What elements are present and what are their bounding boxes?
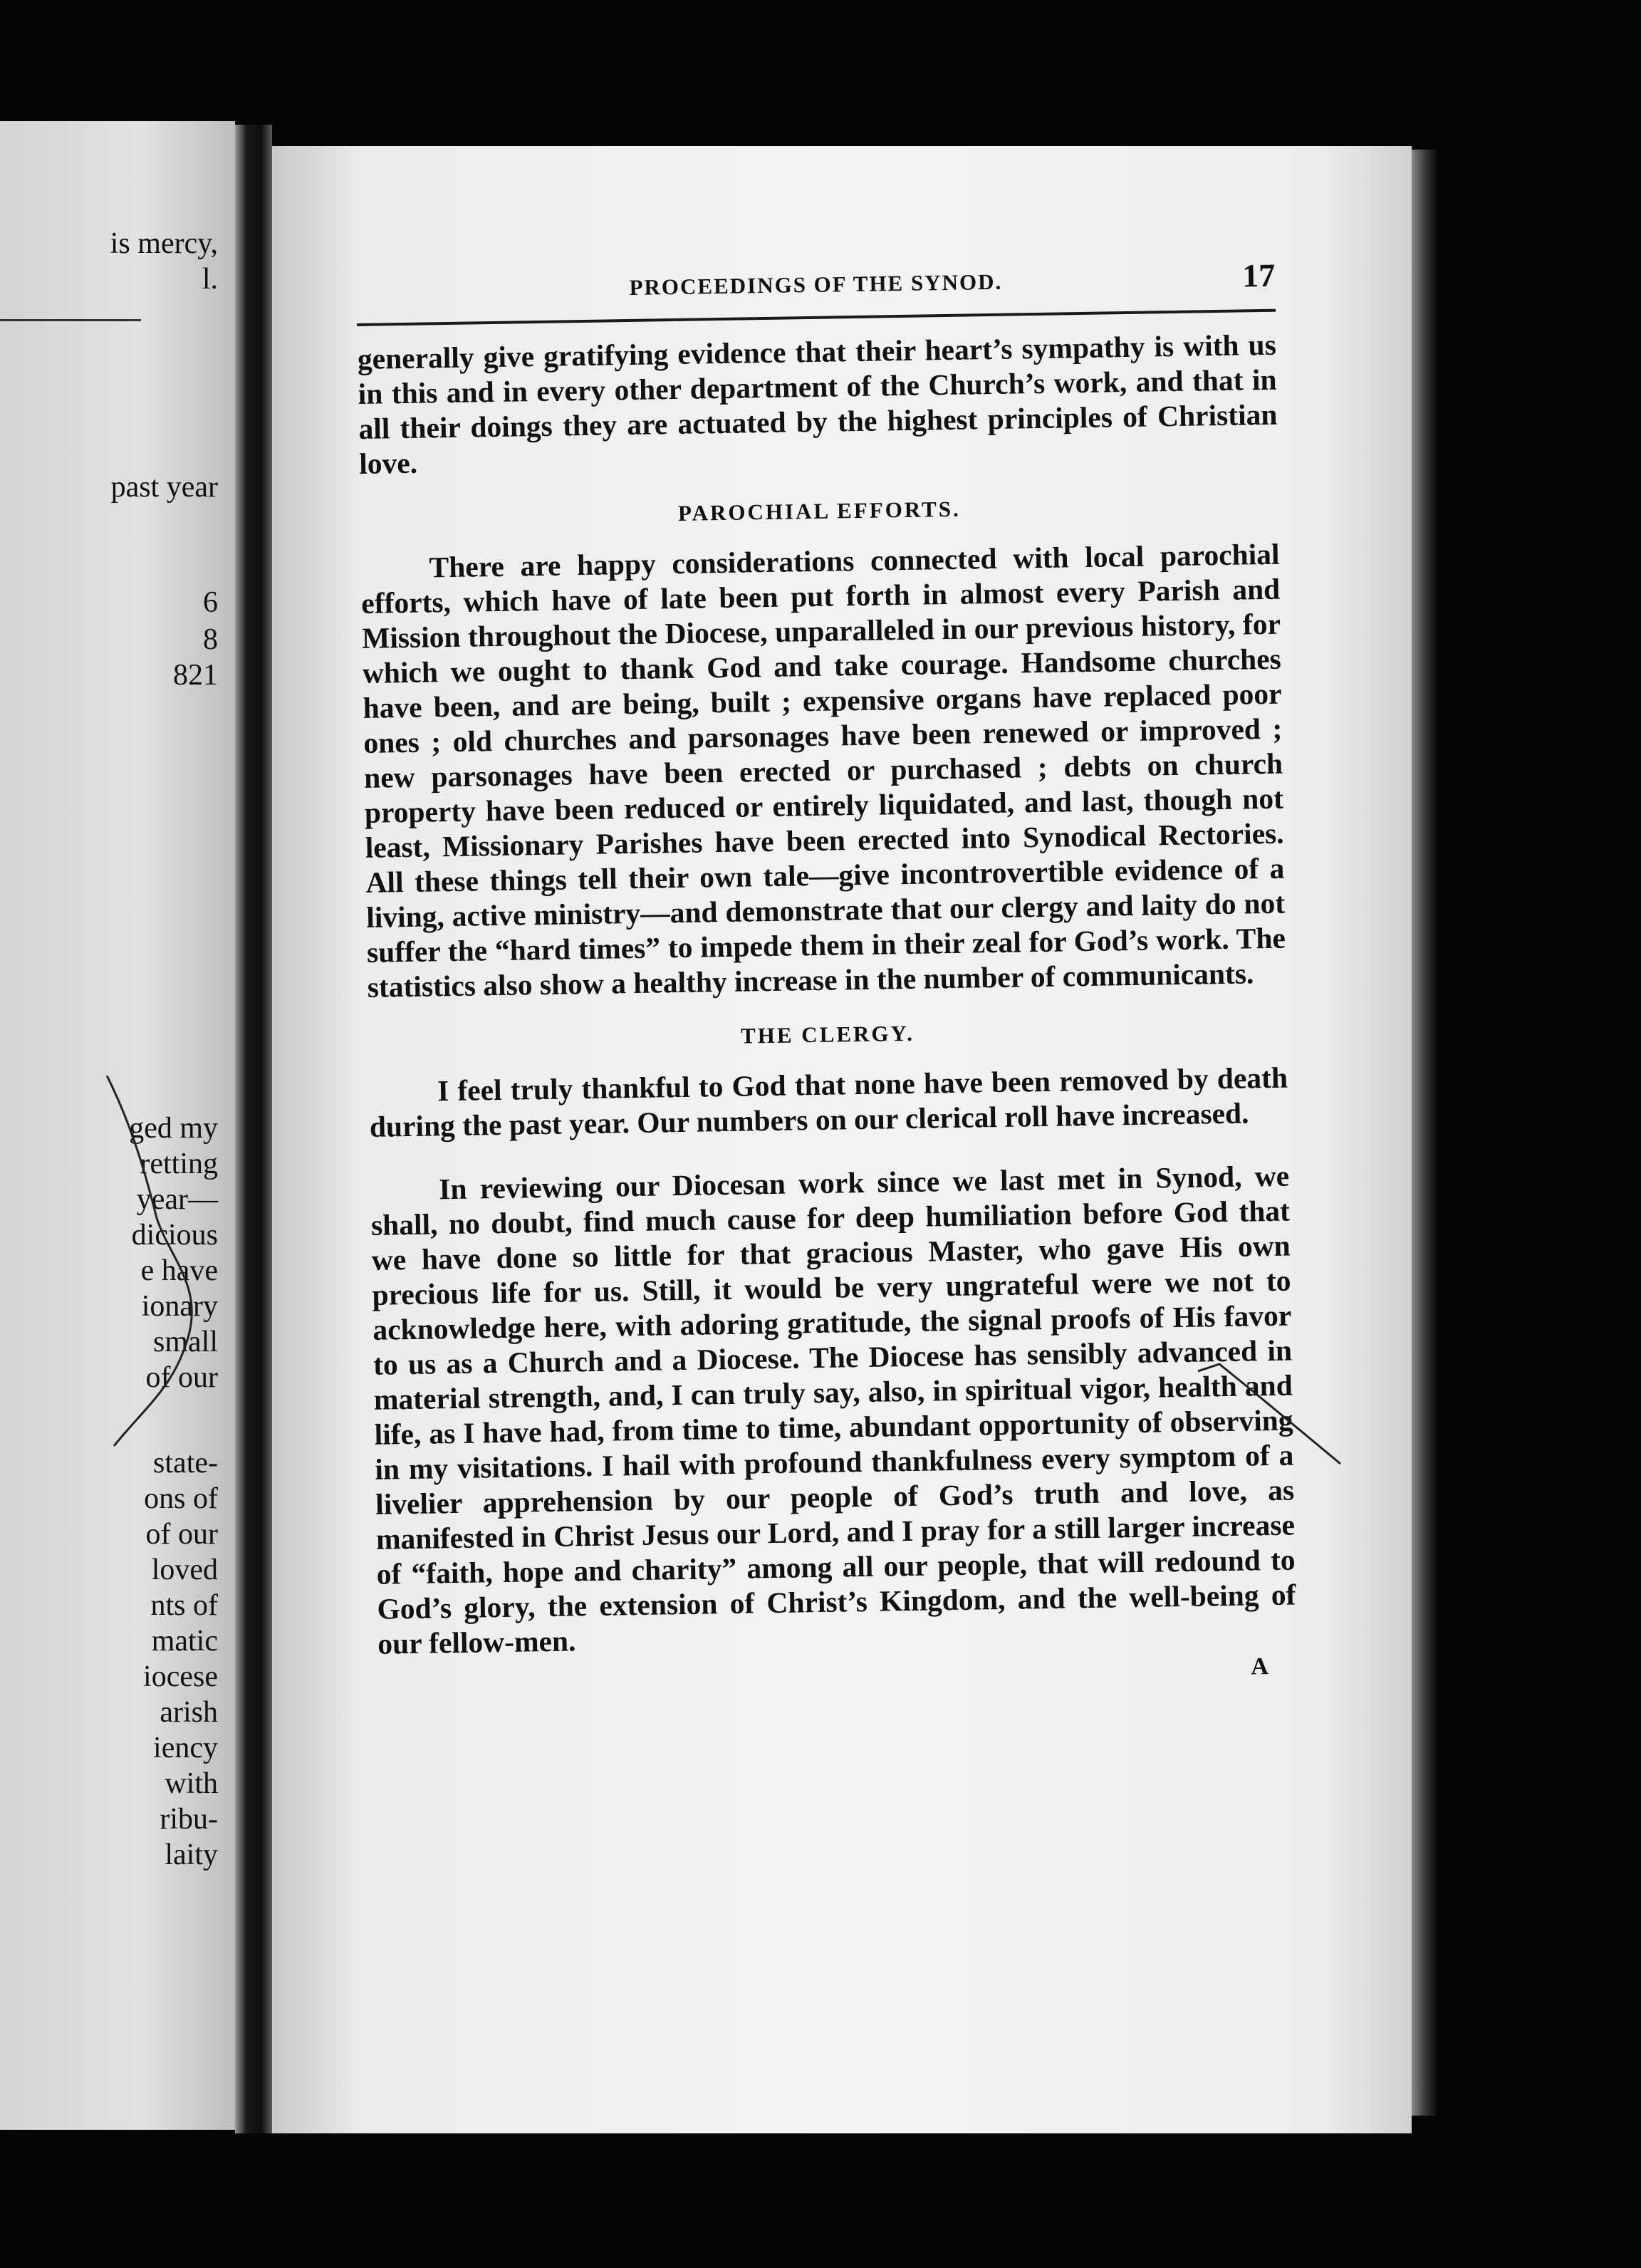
left-page-line: e have <box>140 1254 218 1287</box>
page-header <box>356 256 1276 313</box>
section-title-parochial-efforts: PAROCHIAL EFFORTS. <box>677 496 962 526</box>
left-page-line: arish <box>160 1696 218 1729</box>
left-page-line: loved <box>151 1554 218 1586</box>
book-gutter <box>235 125 272 2133</box>
right-page <box>272 146 1412 2133</box>
left-page-line: laity <box>165 1838 218 1871</box>
left-page-line: is mercy, <box>110 227 218 260</box>
running-head: PROCEEDINGS OF THE SYNOD. <box>629 269 1003 300</box>
left-page-line: iency <box>153 1732 218 1764</box>
left-page-line: ons of <box>144 1482 218 1515</box>
left-page-rule <box>0 319 141 321</box>
section-title-the-clergy: THE CLERGY. <box>740 1020 915 1049</box>
left-page-line: of our <box>145 1518 218 1551</box>
left-page-line: 6 <box>203 586 218 619</box>
page-number: 17 <box>1241 256 1276 294</box>
left-page-line: year— <box>136 1183 218 1216</box>
left-page-line: dicious <box>131 1219 218 1252</box>
page-content <box>356 256 1297 1695</box>
left-page-line: with <box>165 1767 218 1800</box>
parochial-efforts-paragraph: There are happy considerations connected with local parochial efforts, which have of late been put forth in almost every Parish and Mission throughout the Diocese, unparalleled in our previous history, for which we ought to thank God and take courage. Handsome churches have been, and are being, built ; expensive organs have replaced poor ones ; old churches and parsonages have been renewed or improved ; new parsonages have been erected or purchased ; debts on church property have been reduced or entirely liquidated, and last, though not least, Missionary Parishes have been erected into Synodical Rectories. All these things tell their own tale—give incontrovertible evidence of a living, active ministry—and demonstrate that our clergy and laity do not suffer the “hard times” to impede them in their zeal for God’s work. The statistics also show a healthy increase in the number of communicants. <box>360 537 1286 1004</box>
left-page-line: state- <box>153 1447 218 1479</box>
left-page-line: ionary <box>141 1290 218 1323</box>
left-page-line: 8 <box>203 623 218 656</box>
left-page-line: ged my <box>129 1112 218 1145</box>
page-edge <box>1412 150 1436 2116</box>
left-page-line: ribu- <box>160 1803 218 1836</box>
signature-mark: A <box>1251 1653 1269 1680</box>
left-page-line: retting <box>140 1148 218 1180</box>
left-page-line: iocese <box>143 1660 218 1693</box>
left-page-line: matic <box>151 1625 218 1658</box>
left-page-line: of our <box>145 1361 218 1394</box>
left-page-line: small <box>153 1326 218 1358</box>
left-page-line: nts of <box>150 1589 218 1622</box>
opening-paragraph: generally give gratifying evidence that their heart’s sympathy is with us in this and in every other department of the Church’s work, and that in all their doings they are actuated by the highest principles of Christian love. <box>357 328 1278 480</box>
left-page-line: l. <box>202 263 218 296</box>
header-rule <box>357 309 1276 326</box>
left-page-line: past year <box>110 471 218 504</box>
clergy-paragraph-1: I feel truly thankful to God that none have been removed by death during the past year. Our numbers on our clerical roll have increased. <box>369 1061 1288 1143</box>
clergy-paragraph-2: In reviewing our Diocesan work since we last met in Synod, we shall, no doubt, find much cause for deep humiliation before God that we have done so little for that gracious Master, who gave His own precious life for us. Still, it would be very ungrateful were we not to acknowledge here, with adoring gratitude, the signal proofs of His favor to us as a Church and a Diocese. The Diocese has sensibly advanced in material strength, and, I can truly say, also, in spiritual vigor, health and life, as I have had, from time to time, abundant opportunity of observing in my visitations. I hail with profound thankfulness every symptom of a livelier apprehension by our people of God’s truth and love, as manifested in Christ Jesus our Lord, and I pray for a still larger increase of “faith, hope and charity” among all our people, that will redound to God’s glory, the extension of Christ’s Kingdom, and the well-being of our fellow-men. <box>370 1159 1296 1660</box>
left-page-line: 821 <box>173 659 218 692</box>
left-page-fragment <box>0 121 235 2130</box>
